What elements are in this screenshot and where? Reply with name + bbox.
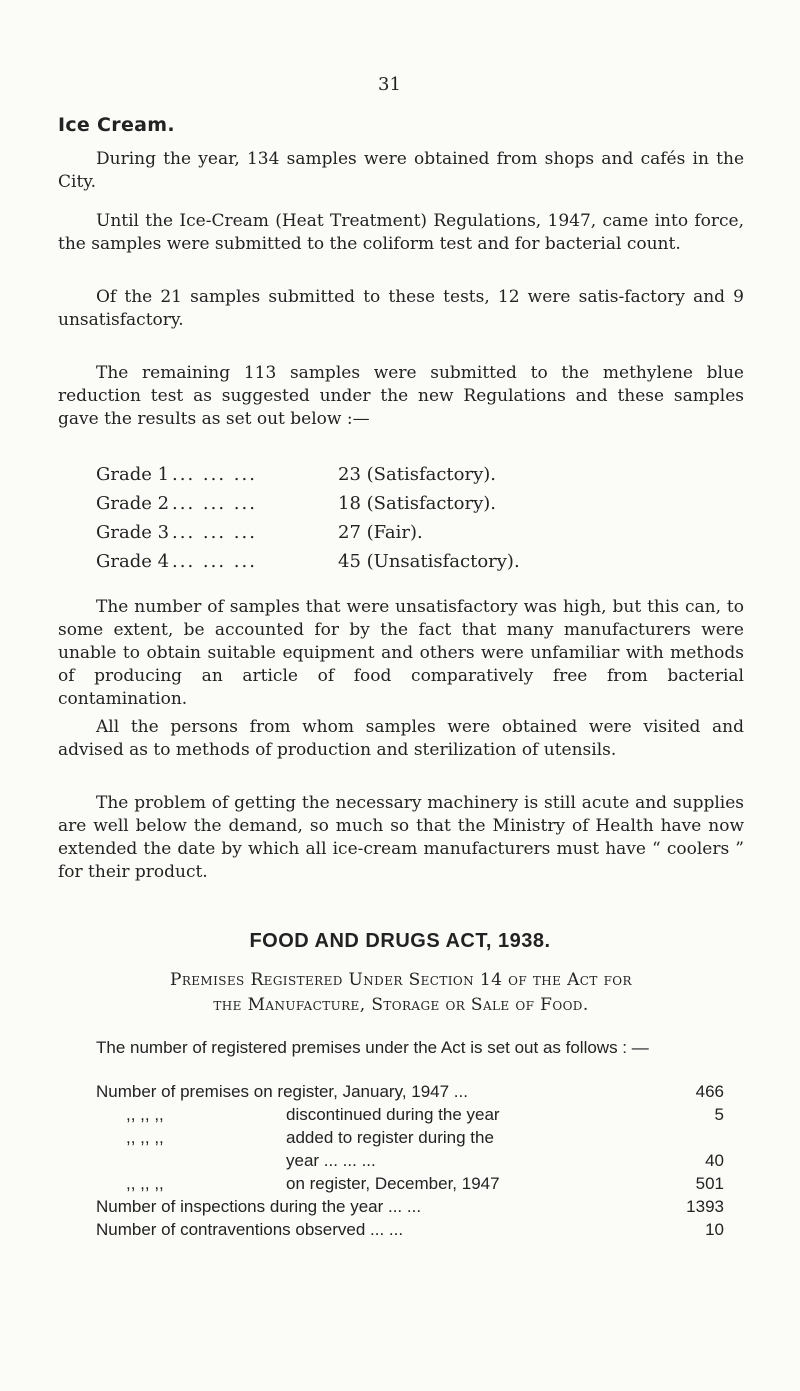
register-row — [96, 1128, 736, 1151]
grade-result: 27 (Fair). — [338, 522, 423, 543]
grade-results-list — [96, 460, 520, 576]
grade-row — [96, 460, 520, 489]
register-row — [96, 1220, 736, 1243]
register-value: 5 — [714, 1105, 724, 1124]
paragraph-unsatisfactory: The number of samples that were unsatisfactory was high, but this can, to some extent, be accounted for by the fact that many manufacturers were unable to obtain suitable equipment and others were unfamiliar with methods of producing an article of food comparatively free from bacterial contamination. — [58, 597, 744, 709]
leader-dots: ... ... ... — [172, 522, 257, 543]
register-label-wrapper — [96, 1105, 500, 1125]
paragraph-persons-visited: All the persons from whom samples were obtained were visited and advised as to methods of production and sterilization of utensils. — [58, 717, 744, 760]
register-row — [96, 1197, 736, 1220]
paragraph-machinery: The problem of getting the necessary machinery is still acute and supplies are well below the demand, so much so that the Ministry of Health have now extended the date by which all ice-cream manufacturers must have “ coolers ” for their product. — [58, 793, 744, 882]
register-label-wrapper — [96, 1174, 500, 1194]
register-value: 10 — [705, 1220, 724, 1239]
grade-row — [96, 489, 520, 518]
grade-label: Grade 2 — [96, 493, 170, 514]
grade-row — [96, 518, 520, 547]
leader-dots: ... ... ... — [172, 551, 257, 572]
register-label: Number of premises on register, January, 1947 ... — [96, 1082, 468, 1101]
register-value: 466 — [695, 1082, 724, 1101]
premises-subheading-line: the Manufacture, Storage or Sale of Food. — [213, 995, 589, 1015]
grade-label: Grade 1 — [96, 464, 170, 485]
paragraph-methylene-blue: The remaining 113 samples were submitted to the methylene blue reduction test as suggested under the new Regulations and these samples gave the results as set out below :— — [58, 363, 744, 429]
ditto-marks: ,, ,, ,, — [126, 1128, 164, 1147]
premises-subheading-line: Premises Registered Under Section 14 of the Act for — [170, 970, 632, 990]
register-label-continued: year ... ... ... — [286, 1151, 376, 1170]
grade-label: Grade 4 — [96, 551, 170, 572]
paragraph-samples: During the year, 134 samples were obtained from shops and cafés in the City. — [58, 149, 744, 192]
register-row — [96, 1151, 736, 1174]
grade-result: 18 (Satisfactory). — [338, 493, 497, 514]
register-label: added to register during the — [286, 1128, 494, 1147]
grade-row — [96, 547, 520, 576]
grade-result: 45 (Unsatisfactory). — [338, 551, 520, 572]
register-row — [96, 1082, 736, 1105]
paragraph-coliform-results: Of the 21 samples submitted to these tests, 12 were satis-factory and 9 unsatisfactory. — [58, 287, 744, 330]
grade-label: Grade 3 — [96, 522, 170, 543]
register-label-wrapper — [96, 1128, 494, 1148]
act-heading: FOOD AND DRUGS ACT, 1938. — [249, 930, 551, 952]
ditto-marks: ,, ,, ,, — [126, 1105, 164, 1124]
register-label: Number of inspections during the year ... ... — [96, 1197, 422, 1216]
register-label: Number of contraventions observed ... ... — [96, 1220, 404, 1239]
register-intro: The number of registered premises under the Act is set out as follows : — — [96, 1038, 649, 1057]
register-row — [96, 1174, 736, 1197]
ditto-marks: ,, ,, ,, — [126, 1174, 164, 1193]
paragraph-regulations: Until the Ice-Cream (Heat Treatment) Regulations, 1947, came into force, the samples were submitted to the coliform test and for bacterial count. — [58, 211, 744, 254]
section-title: Ice Cream. — [58, 114, 175, 136]
leader-dots: ... ... ... — [172, 464, 257, 485]
premises-subheading — [58, 968, 744, 1018]
register-label: discontinued during the year — [286, 1105, 500, 1124]
register-row — [96, 1105, 736, 1128]
register-value: 40 — [705, 1151, 724, 1170]
register-table — [96, 1082, 736, 1243]
register-label: on register, December, 1947 — [286, 1174, 500, 1193]
register-value: 1393 — [686, 1197, 724, 1216]
register-value: 501 — [695, 1174, 724, 1193]
page-number: 31 — [378, 74, 401, 95]
leader-dots: ... ... ... — [172, 493, 257, 514]
grade-result: 23 (Satisfactory). — [338, 464, 497, 485]
